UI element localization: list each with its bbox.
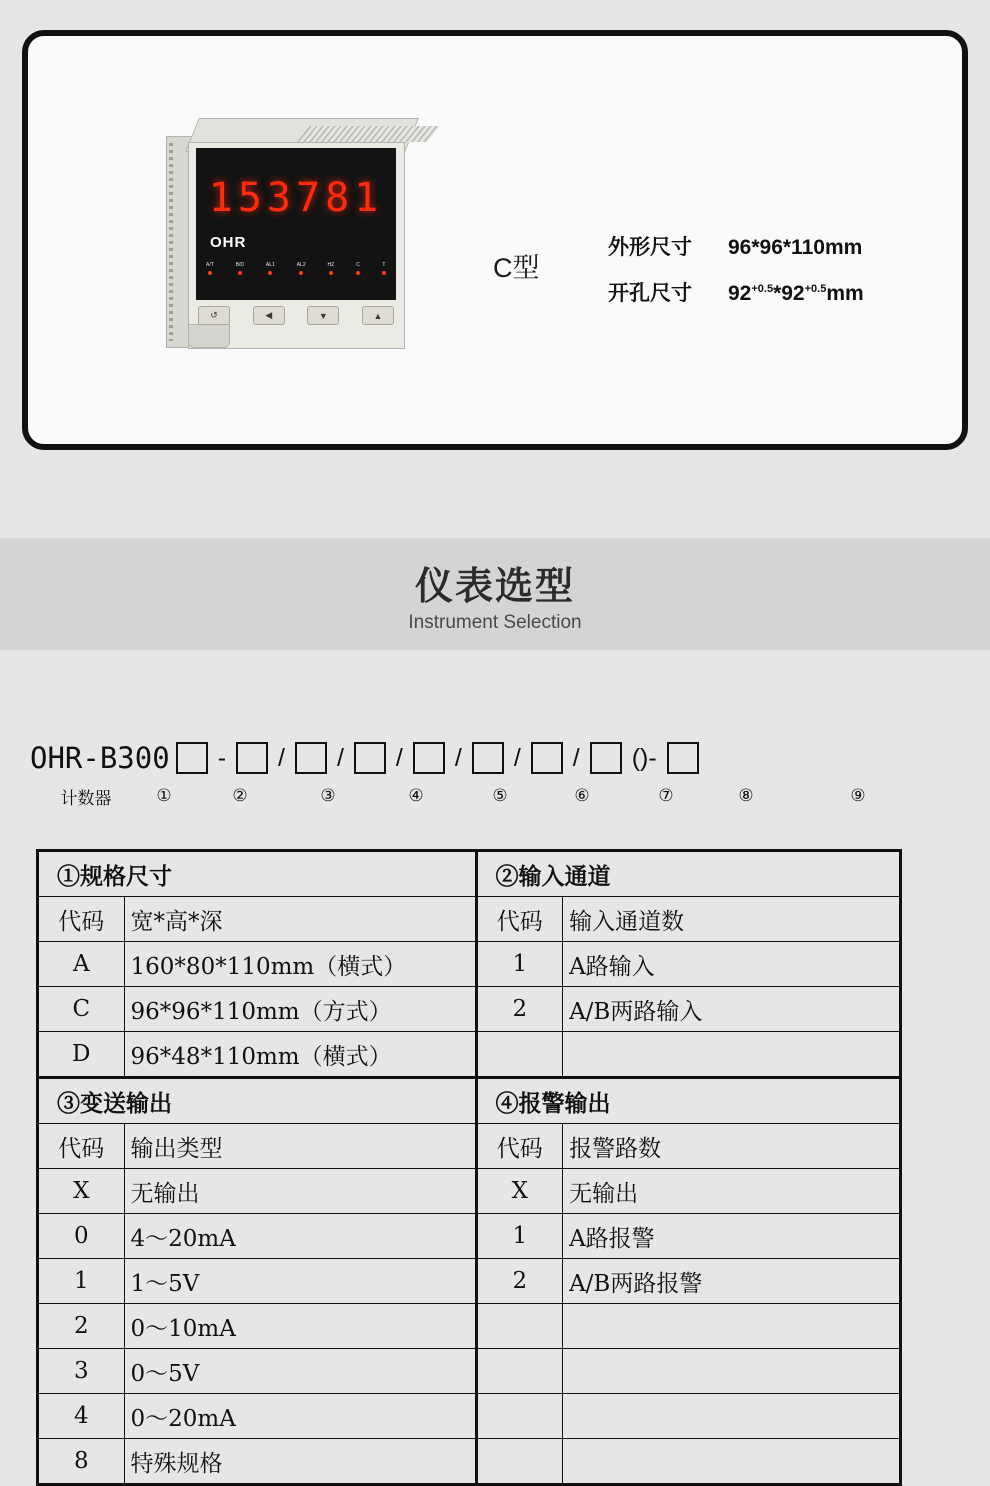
dimension-list [608, 231, 864, 323]
table-row [38, 1304, 901, 1349]
code-cell: 2 [476, 1259, 563, 1304]
indicator-al1: AL1 [266, 262, 275, 275]
model-box-2[interactable] [236, 742, 268, 774]
model-box-6[interactable] [472, 742, 504, 774]
code-cell [476, 1304, 563, 1349]
device-button-row [198, 306, 394, 325]
device-indicator-row [206, 262, 386, 275]
desc-cell: 96*48*110mm（横式） [124, 1032, 476, 1078]
dimension-label-cutout: 开孔尺寸 [608, 282, 692, 305]
led-icon [268, 271, 272, 275]
model-box-1[interactable] [176, 742, 208, 774]
desc-cell: A/B两路报警 [563, 1259, 901, 1304]
desc-cell: A路输入 [563, 942, 901, 987]
desc-cell: 96*96*110mm（方式） [124, 987, 476, 1032]
code-cell: 8 [38, 1439, 125, 1485]
desc-cell: 无输出 [563, 1169, 901, 1214]
model-separator-1: - [217, 743, 227, 772]
model-separator-4: / [395, 743, 403, 772]
code-header-4: 代码 [476, 1124, 563, 1169]
model-index-8: ⑧ [738, 786, 754, 805]
code-cell: 1 [476, 942, 563, 987]
desc-cell [563, 1394, 901, 1439]
section-title-3: ③变送输出 [38, 1078, 477, 1124]
desc-cell: 1～5V [124, 1259, 476, 1304]
desc-cell: 0～10mA [124, 1304, 476, 1349]
desc-cell: 160*80*110mm（横式） [124, 942, 476, 987]
section-title-1: ①规格尺寸 [38, 851, 477, 897]
model-box-7[interactable] [531, 742, 563, 774]
table-row-section-header-2 [38, 1078, 901, 1124]
selection-spec-table [36, 849, 902, 1486]
code-header-3: 代码 [38, 1124, 125, 1169]
model-index-4: ④ [408, 786, 424, 805]
indicator-al2: AL2 [297, 262, 306, 275]
table-row [38, 1439, 901, 1485]
model-code-line [30, 735, 960, 781]
model-index-2: ② [232, 786, 248, 805]
desc-cell: 0～5V [124, 1349, 476, 1394]
code-cell: 3 [38, 1349, 125, 1394]
desc-cell [563, 1439, 901, 1485]
led-icon [356, 271, 360, 275]
cutout-tolerance-1: +0.5 [751, 283, 774, 295]
code-cell: 4 [38, 1394, 125, 1439]
desc-header-3: 输出类型 [124, 1124, 476, 1169]
table-row [38, 1169, 901, 1214]
dimension-row-outline [608, 231, 864, 261]
cutout-tolerance-2: +0.5 [804, 283, 827, 295]
code-header-1: 代码 [38, 897, 125, 942]
table-row [38, 1259, 901, 1304]
model-separator-3: / [336, 743, 344, 772]
desc-cell: A/B两路输入 [563, 987, 901, 1032]
model-box-3[interactable] [295, 742, 327, 774]
desc-header-2: 输入通道数 [563, 897, 901, 942]
code-cell: 2 [38, 1304, 125, 1349]
model-separator-5: / [454, 743, 462, 772]
product-panel [22, 30, 968, 450]
indicator-hz: HZ [328, 262, 335, 275]
model-separator-7: / [572, 743, 580, 772]
code-cell: X [38, 1169, 125, 1214]
desc-header-4: 报警路数 [563, 1124, 901, 1169]
section-title-en: Instrument Selection [408, 611, 582, 633]
instrument-illustration [148, 116, 428, 366]
table-row [38, 987, 901, 1032]
code-cell [476, 1349, 563, 1394]
device-brand-logo: OHR [210, 234, 247, 251]
device-display-value: 153781 [208, 175, 384, 221]
device-button-down[interactable]: ▼ [307, 306, 339, 325]
model-prefix-label: 计数器 [60, 788, 112, 808]
table-row [38, 942, 901, 987]
model-index-row [30, 781, 960, 811]
model-index-6: ⑥ [574, 786, 590, 805]
dimension-row-cutout [608, 277, 864, 307]
code-cell: A [38, 942, 125, 987]
model-index-5: ⑤ [492, 786, 508, 805]
dimension-value-outline: 96*96*110mm [728, 236, 863, 259]
code-cell: 0 [38, 1214, 125, 1259]
code-cell: C [38, 987, 125, 1032]
model-separator-8: ()- [631, 743, 657, 772]
desc-cell: A路报警 [563, 1214, 901, 1259]
table-row-section-header-1 [38, 851, 901, 897]
model-code-builder [30, 735, 960, 811]
indicator-c: C [356, 262, 360, 275]
model-separator-6: / [513, 743, 521, 772]
model-box-4[interactable] [354, 742, 386, 774]
led-icon [329, 271, 333, 275]
model-box-9[interactable] [667, 742, 699, 774]
device-front-face [196, 148, 396, 300]
code-cell: D [38, 1032, 125, 1078]
led-icon [299, 271, 303, 275]
led-icon [238, 271, 242, 275]
section-title-2: ②输入通道 [476, 851, 900, 897]
code-cell: X [476, 1169, 563, 1214]
dimension-label-outline: 外形尺寸 [608, 236, 692, 259]
table-row-column-header-1 [38, 897, 901, 942]
model-box-8[interactable] [590, 742, 622, 774]
device-button-left[interactable]: ◀ [253, 306, 285, 325]
device-vent-grille [297, 126, 440, 142]
desc-cell [563, 1304, 901, 1349]
desc-cell: 0～20mA [124, 1394, 476, 1439]
code-header-2: 代码 [476, 897, 563, 942]
table-row [38, 1394, 901, 1439]
indicator-t: T [382, 262, 386, 275]
led-icon [208, 271, 212, 275]
device-button-up[interactable]: ▲ [362, 306, 394, 325]
code-cell: 2 [476, 987, 563, 1032]
code-cell [476, 1394, 563, 1439]
desc-cell [563, 1349, 901, 1394]
dimension-value-cutout: $92^{+0.5}*92^{+0.5}mm$ [728, 282, 864, 305]
code-cell [476, 1032, 563, 1078]
code-cell: 1 [38, 1259, 125, 1304]
section-title-4: ④报警输出 [476, 1078, 900, 1124]
device-mount-foot [188, 324, 230, 348]
device-button-reset[interactable]: ↺ [198, 306, 230, 325]
code-cell: 1 [476, 1214, 563, 1259]
model-index-7: ⑦ [658, 786, 674, 805]
model-box-5[interactable] [413, 742, 445, 774]
desc-cell: 4～20mA [124, 1214, 476, 1259]
desc-cell: 特殊规格 [124, 1439, 476, 1485]
section-banner [0, 538, 990, 650]
model-prefix: OHR-B300 [30, 741, 170, 775]
model-index-3: ③ [320, 786, 336, 805]
desc-header-1: 宽*高*深 [124, 897, 476, 942]
code-cell [476, 1439, 563, 1485]
model-type-label: C型 [493, 253, 540, 283]
indicator-at: A/T [206, 262, 214, 275]
table-row [38, 1032, 901, 1078]
model-index-9: ⑨ [850, 786, 866, 805]
table-row [38, 1214, 901, 1259]
desc-cell [563, 1032, 901, 1078]
model-separator-2: / [278, 743, 285, 772]
section-title-cn: 仪表选型 [414, 565, 575, 608]
led-icon [382, 271, 386, 275]
model-index-1: ① [156, 786, 172, 805]
table-row [38, 1349, 901, 1394]
indicator-bd: B/D [236, 262, 244, 275]
desc-cell: 无输出 [124, 1169, 476, 1214]
table-row-column-header-2 [38, 1124, 901, 1169]
